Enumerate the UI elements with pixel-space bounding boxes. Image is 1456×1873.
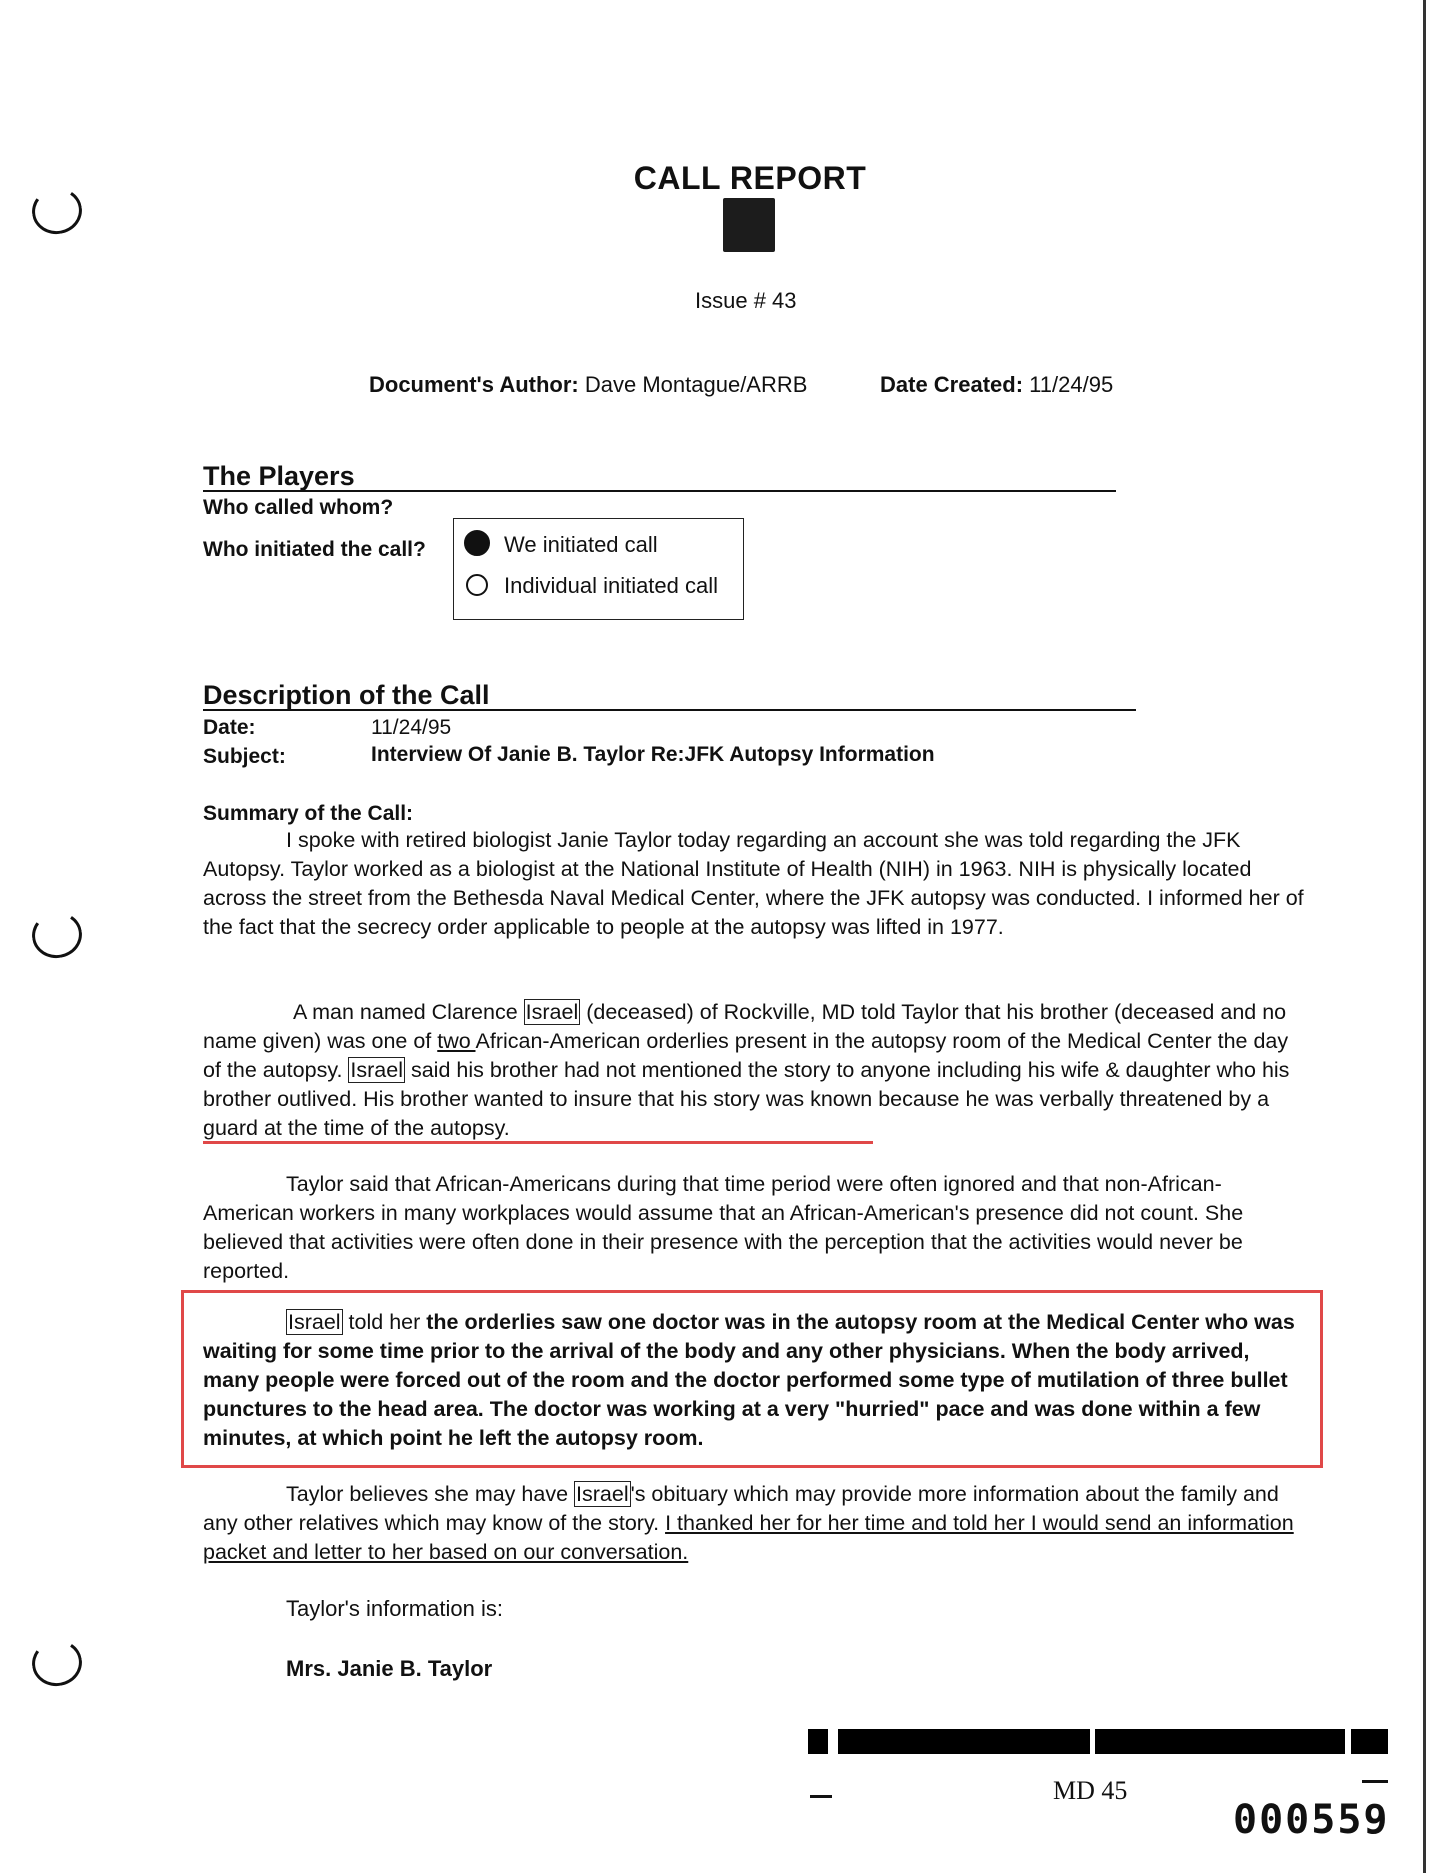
players-heading: The Players [203, 462, 1116, 492]
author-label: Document's Author: [369, 372, 579, 397]
paragraph-text: said his brother had not mentioned the story to anyone including his wife & daughter who his brother outlived. His brother wanted to insure that his story was known because he was verbally threatened by a guard at the time of the autopsy. [203, 1058, 1290, 1140]
author-line [369, 372, 807, 398]
binder-hole-middle [28, 908, 85, 962]
redaction-bar [1351, 1729, 1388, 1754]
paragraph-text: 's obituary which may provide more information about the family and any other relatives which may know of the story. [203, 1482, 1279, 1535]
subject-label: Subject: [203, 745, 286, 768]
radio-label: We initiated call [504, 532, 658, 557]
dash-mark [1362, 1780, 1388, 1783]
paragraph-text: African-American orderlies present in the autopsy room of the Medical Center the day of the autopsy. [203, 1029, 1289, 1082]
date-created-line [880, 372, 1113, 398]
summary-paragraph-3 [203, 1170, 1308, 1286]
radio-option-individual-initiated[interactable] [454, 569, 743, 603]
date-created-label: Date Created: [880, 372, 1024, 397]
md-label: MD 45 [1053, 1776, 1128, 1805]
who-initiated-label: Who initiated the call? [203, 538, 426, 561]
description-heading: Description of the Call [203, 681, 1136, 711]
date-value: 11/24/95 [371, 716, 452, 739]
issue-number: Issue # 43 [695, 288, 797, 313]
boxed-name: Israel [576, 1482, 629, 1506]
underlined-text: two [437, 1029, 476, 1053]
red-underline-mark [203, 1141, 873, 1144]
logo-icon [723, 198, 775, 252]
binder-hole-bottom [28, 1636, 85, 1690]
redaction-bar [1095, 1729, 1345, 1754]
subject-value: Interview Of Janie B. Taylor Re:JFK Autopsy Information [371, 743, 935, 766]
paragraph-text: told her [342, 1310, 427, 1334]
summary-paragraph-5 [203, 1480, 1308, 1567]
document-number: 000559 [1233, 1797, 1390, 1843]
summary-heading: Summary of the Call: [203, 802, 414, 825]
paragraph-text: (deceased) of Rockville, MD told Taylor that his brother (deceased and no name given) was one of [203, 1000, 1287, 1053]
dash-mark [810, 1795, 832, 1798]
info-label: Taylor's information is: [286, 1596, 503, 1621]
paragraph-text: Taylor said that African-Americans during that time period were often ignored and that non-African-American workers in many workplaces would assume that an African-American's presence did not count. She believed that activities were often done in their presence with the perception that the activities would never be reported. [203, 1172, 1244, 1283]
radio-unselected-icon[interactable] [466, 574, 488, 596]
page-edge-line [1423, 0, 1426, 1873]
paragraph-text: Taylor believes she may have [286, 1482, 575, 1506]
date-created-value: 11/24/95 [1029, 372, 1114, 397]
date-label: Date: [203, 716, 256, 739]
boxed-name: Israel [525, 1000, 579, 1024]
summary-paragraph-2 [203, 998, 1308, 1143]
underlined-text: I thanked her for her time and told her I would send an information packet and letter to her based on our conversation. [203, 1511, 1294, 1564]
radio-selected-icon[interactable] [464, 530, 490, 556]
initiator-radio-group [453, 518, 744, 620]
paragraph-text: I spoke with retired biologist Janie Taylor today regarding an account she was told regarding the JFK Autopsy. Taylor worked as a biologist at the National Institute of Health (NIH) in 1963. NIH is physically located across the street from the Bethesda Naval Medical Center, where the JFK autopsy was conducted. I informed her of the fact that the secrecy order applicable to people at the autopsy was lifted in 1977. [203, 828, 1304, 939]
contact-name: Mrs. Janie B. Taylor [286, 1656, 493, 1681]
redaction-bar [808, 1729, 828, 1754]
boxed-name: Israel [350, 1058, 403, 1082]
radio-label: Individual initiated call [504, 573, 719, 598]
summary-paragraph-4 [203, 1308, 1308, 1453]
bold-text: the orderlies saw one doctor was in the autopsy room at the Medical Center who was waiting for some time prior to the arrival of the body and any other physicians. When the body arrived, many people were forced out of the room and the doctor performed some type of mutilation of three bullet punctures to the head area. The doctor was working at a very "hurried" pace and was done within a few minutes, at which point he left the autopsy room. [203, 1310, 1295, 1450]
author-value: Dave Montague/ARRB [584, 372, 808, 397]
summary-paragraph-1 [203, 826, 1308, 942]
boxed-name: Israel [288, 1310, 341, 1334]
who-called-label: Who called whom? [203, 496, 394, 519]
page-title: CALL REPORT [633, 160, 867, 196]
radio-option-we-initiated[interactable] [454, 528, 743, 562]
redaction-bar [838, 1729, 1090, 1754]
paragraph-text: A man named Clarence [293, 1000, 524, 1024]
